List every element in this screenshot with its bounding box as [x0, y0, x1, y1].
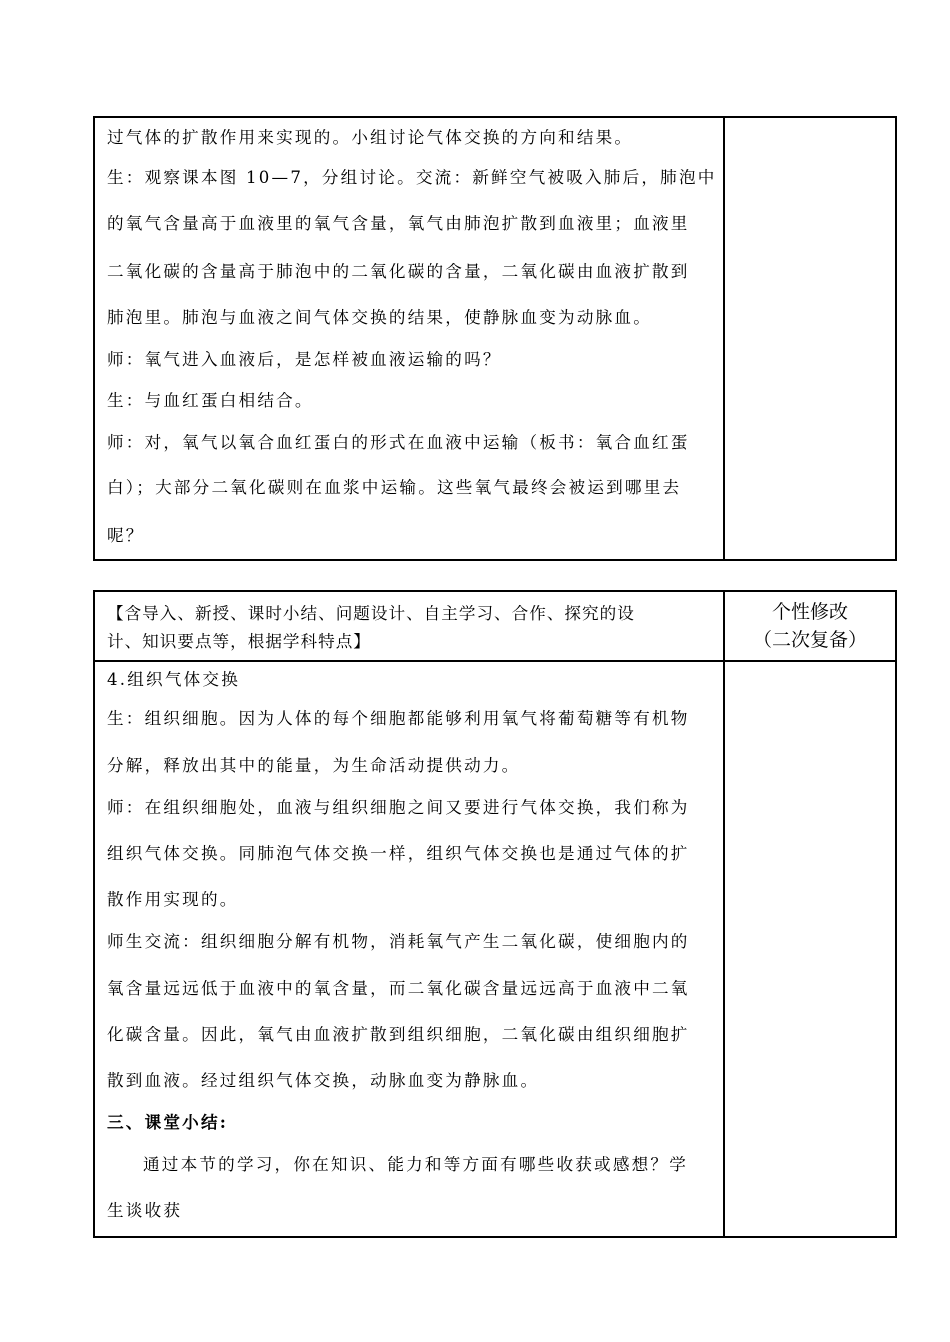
content-header-line: 计、知识要点等，根据学科特点】	[107, 632, 371, 651]
revision-notes-cell	[725, 662, 895, 1236]
text-line: 的氧气含量高于血液里的氧气含量，氧气由肺泡扩散到血液里；血液里	[107, 214, 690, 233]
text-line: 分解，释放出其中的能量，为生命活动提供动力。	[107, 756, 521, 775]
revision-header-subtitle: （二次复备）	[752, 629, 867, 651]
lesson-content-cell	[95, 662, 725, 1236]
content-header	[95, 592, 725, 660]
text-line: 组织气体交换。同肺泡气体交换一样，组织气体交换也是通过气体的扩	[107, 844, 690, 863]
text-line: 散到血液。经过组织气体交换，动脉血变为静脉血。	[107, 1071, 540, 1090]
lesson-table	[93, 590, 897, 1238]
summary-heading: 三、课堂小结:	[107, 1112, 229, 1132]
text-line: 通过本节的学习，你在知识、能力和等方面有哪些收获或感想？学	[143, 1155, 689, 1174]
text-line: 化碳含量。因此，氧气由血液扩散到组织细胞，二氧化碳由组织细胞扩	[107, 1025, 690, 1044]
text-line: 呢？	[107, 526, 145, 545]
text-line: 过气体的扩散作用来实现的。小组讨论气体交换的方向和结果。	[107, 128, 634, 147]
text-line: 肺泡里。肺泡与血液之间气体交换的结果，使静脉血变为动脉血。	[107, 308, 653, 327]
lesson-table-continued	[93, 116, 897, 561]
revision-header	[725, 592, 895, 660]
text-line: 师：在组织细胞处，血液与组织细胞之间又要进行气体交换，我们称为	[107, 798, 690, 817]
revision-notes-cell	[725, 118, 895, 559]
text-line: 生：组织细胞。因为人体的每个细胞都能够利用氧气将葡萄糖等有机物	[107, 709, 690, 728]
text-line: 二氧化碳的含量高于肺泡中的二氧化碳的含量，二氧化碳由血液扩散到	[107, 262, 690, 281]
text-line: 白）；大部分二氧化碳则在血浆中运输。这些氧气最终会被运到哪里去	[107, 478, 682, 497]
section-heading: 4.组织气体交换	[107, 670, 240, 689]
content-header-line: 【含导入、新授、课时小结、问题设计、自主学习、合作、探究的设	[107, 604, 635, 623]
text-line: 生：与血红蛋白相结合。	[107, 391, 314, 410]
revision-header-title: 个性修改	[771, 601, 848, 623]
text-line: 生谈收获	[107, 1201, 183, 1220]
text-line: 师生交流：组织细胞分解有机物，消耗氧气产生二氧化碳，使细胞内的	[107, 932, 690, 951]
text-line: 生：观察课本图 10—7，分组讨论。交流：新鲜空气被吸入肺后，肺泡中	[107, 168, 717, 187]
lesson-content-cell	[95, 118, 725, 559]
text-line: 散作用实现的。	[107, 890, 239, 909]
text-line: 师：对，氧气以氧合血红蛋白的形式在血液中运输（板书：氧合血红蛋	[107, 433, 690, 452]
table-body-row	[95, 662, 895, 1236]
text-line: 氧含量远远低于血液中的氧含量，而二氧化碳含量远远高于血液中二氧	[107, 979, 690, 998]
text-line: 师：氧气进入血液后，是怎样被血液运输的吗？	[107, 350, 502, 369]
table-header-row	[95, 592, 895, 662]
